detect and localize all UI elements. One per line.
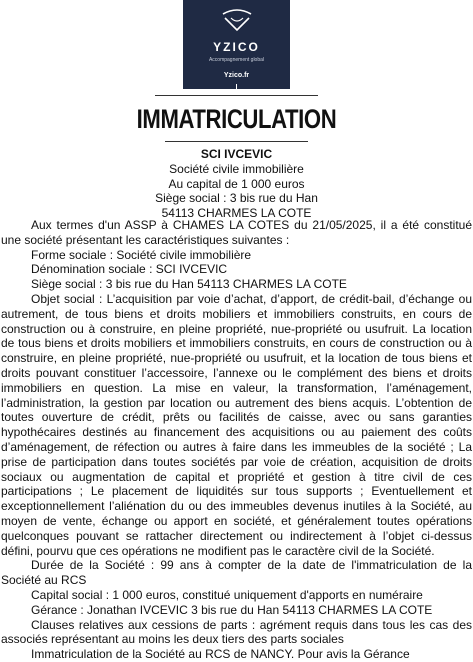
body-paragraph: Durée de la Société : 99 ans à compter de la date de l'immatriculation de la Société au RCS (1, 558, 472, 588)
body-paragraph: Dénomination sociale : SCI IVCEVIC (31, 262, 228, 277)
logo-divider (236, 84, 237, 89)
company-seat: Siège social : 3 bis rue du Han (155, 191, 318, 206)
heading-divider (165, 141, 308, 142)
company-form: Société civile immobilière (169, 161, 304, 176)
body-paragraph: Clauses relatives aux cessions de parts : agrément requis dans tous les cas des associés représentant au moins les deux tiers des parts sociales (1, 617, 472, 647)
company-city: 54113 CHARMES LA COTE (161, 206, 312, 221)
notice-body (1, 218, 472, 662)
company-summary (0, 147, 473, 221)
body-paragraph: Immatriculation de la Société au RCS de NANCY. Pour avis la Gérance (31, 647, 410, 662)
notice-heading: IMMATRICULATION (136, 104, 337, 134)
top-divider (155, 95, 318, 96)
publisher-logo (183, 0, 290, 89)
body-paragraph: Siège social : 3 bis rue du Han 54113 CHARMES LA COTE (31, 277, 347, 292)
body-paragraph: Objet social : L’acquisition par voie d’achat, d’apport, de crédit-bail, d’échange ou autrement, de tous biens et droits mobiliers et immobiliers construits, en cours de construction ou à construire, en pleine propriété, nue-propriété ou usufruit. La location de tous biens et droits mobiliers et immobiliers construits, en cours de construction ou à construire, en pleine propriété, nue-propriété ou usufruit, et la location de tous biens et droits pouvant constituer l’accessoire, l’annexe ou le complément des biens et droits immobiliers en question. La mise en valeur, la transformation, l’aménagement, l’administration, la gestion par location ou autrement des biens acquis. L’obtention de toutes ouverture de crédit, prêts ou facilités de caisse, avec ou sans garanties hypothécaires destinés au financement des acquisitions ou au paiement des coûts d’aménagement, de réfection ou autres à faire dans les immeubles de la société ; La prise de participation dans toutes sociétés par voie de création, acquisition de droits sociaux ou augmentation de capital et propriété et gestion à titre civil de ces participations ; Le placement de liquidités sur tous supports ; Eventuellement et exceptionnellement l’aliénation du ou des immeubles devenus inutiles à la Société, au moyen de vente, échange ou apport en société, et généralement toutes opérations quelconques pouvant se rattacher directement ou indirectement à l’objet ci-dessus défini, pourvu que ces opérations ne modifient pas le caractère civil de la Société. (1, 291, 472, 558)
body-paragraph: Capital social : 1 000 euros, constitué uniquement d'apports en numéraire (31, 587, 423, 602)
body-paragraph: Aux termes d'un ASSP à CHAMES LA COTES du 21/05/2025, il a été constitué une société présentant les caractéristiques suivantes : (1, 218, 472, 247)
logo-name: YZICO (213, 40, 260, 54)
body-paragraph: Gérance : Jonathan IVCEVIC 3 bis rue du Han 54113 CHARMES LA COTE (31, 602, 433, 617)
company-capital: Au capital de 1 000 euros (168, 176, 305, 191)
body-paragraph: Forme sociale : Société civile immobilière (31, 247, 252, 262)
company-name: SCI IVCEVIC (200, 147, 273, 161)
logo-url[interactable]: Yzico.fr (223, 72, 250, 79)
logo-tagline: Accompagnement global (208, 57, 265, 63)
yzico-emblem-icon (219, 6, 255, 38)
